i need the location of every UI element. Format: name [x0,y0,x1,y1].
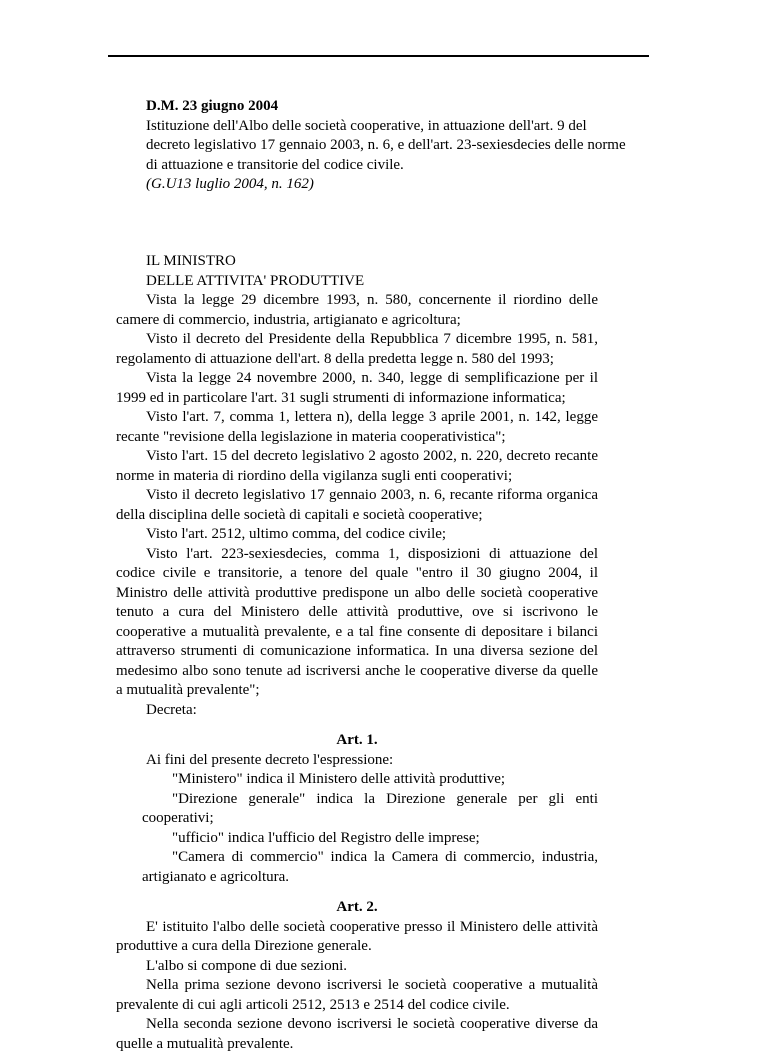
article-2-paragraph: E' istituito l'albo delle società cooperative presso il Ministero delle attività produttive a cura della Direzione generale. [116,918,598,954]
document-body [116,252,598,1054]
definition-item: "ufficio" indica l'ufficio del Registro delle imprese; [172,829,480,846]
article-1-intro: Ai fini del presente decreto l'espressione: [146,751,394,768]
article-2-paragraph: Nella prima sezione devono iscriversi le società cooperative a mutualità prevalente di cui agli articoli 2512, 2513 e 2514 del codice civile. [116,977,598,1013]
preamble-paragraph: Visto il decreto legislativo 17 gennaio 2003, n. 6, recante riforma organica della disciplina delle società di capitali e società cooperative; [116,487,598,523]
decree-title: D.M. 23 giugno 2004 [146,98,279,114]
article-2 [116,898,598,1054]
definition-item: "Ministero" indica il Ministero delle attività produttive; [172,771,506,787]
document-header [146,97,626,195]
article-2-paragraph: L'albo si compone di due sezioni. [146,957,347,974]
decreta-line: Decreta: [146,701,197,718]
preamble-paragraph: Visto l'art. 15 del decreto legislativo 2 agosto 2002, n. 220, decreto recante norme in materia di riordino della vigilanza sugli enti cooperativi; [116,448,598,484]
preamble-paragraph: Vista la legge 24 novembre 2000, n. 340, legge di semplificazione per il 1999 ed in particolare l'art. 31 sugli strumenti di informazione informatica; [116,370,598,406]
article-1 [116,731,598,887]
minister-line-1: IL MINISTRO [146,253,236,269]
definition-item: "Camera di commercio" indica la Camera di commercio, industria, artigianato e agricoltura. [142,849,598,885]
decree-subject: Istituzione dell'Albo delle società cooperative, in attuazione dell'art. 9 del decreto legislativo 17 gennaio 2003, n. 6, e dell'art. 23-sexiesdecies delle norme di attuazione e transitorie del codice civile. [146,117,626,173]
gazette-reference: (G.U13 luglio 2004, n. 162) [146,176,314,192]
article-2-heading: Art. 2. [336,899,378,915]
preamble-paragraph: Vista la legge 29 dicembre 1993, n. 580, concernente il riordino delle camere di commercio, industria, artigianato e agricoltura; [116,292,598,328]
preamble-paragraph: Visto l'art. 223-sexiesdecies, comma 1, disposizioni di attuazione del codice civile e transitorie, a tenore del quale "entro il 30 giugno 2004, il Ministro delle attività produttive predispone un albo delle società cooperative tenuto a cura del Ministero delle attività produttive, ove si iscrivono le cooperative a mutualità prevalente, e a tal fine consente di depositare i bilanci attraverso strumenti di comunicazione informatica. In una diversa sezione del medesimo albo sono tenute ad iscriversi anche le cooperative diverse da quelle a mutualità prevalente"; [116,545,598,698]
minister-line-2: DELLE ATTIVITA' PRODUTTIVE [146,272,365,289]
article-1-heading: Art. 1. [336,732,378,748]
preamble-paragraph: Visto l'art. 2512, ultimo comma, del codice civile; [146,526,447,542]
preamble-paragraph: Visto l'art. 7, comma 1, lettera n), della legge 3 aprile 2001, n. 142, legge recante "revisione della legislazione in materia cooperativistica"; [116,409,598,445]
top-rule [108,55,649,57]
preamble-paragraph: Visto il decreto del Presidente della Repubblica 7 dicembre 1995, n. 581, regolamento di attuazione dell'art. 8 della predetta legge n. 580 del 1993; [116,331,598,367]
article-2-paragraph: Nella seconda sezione devono iscriversi le società cooperative diverse da quelle a mutualità prevalente. [116,1016,598,1052]
definition-item: "Direzione generale" indica la Direzione generale per gli enti cooperativi; [142,790,598,826]
